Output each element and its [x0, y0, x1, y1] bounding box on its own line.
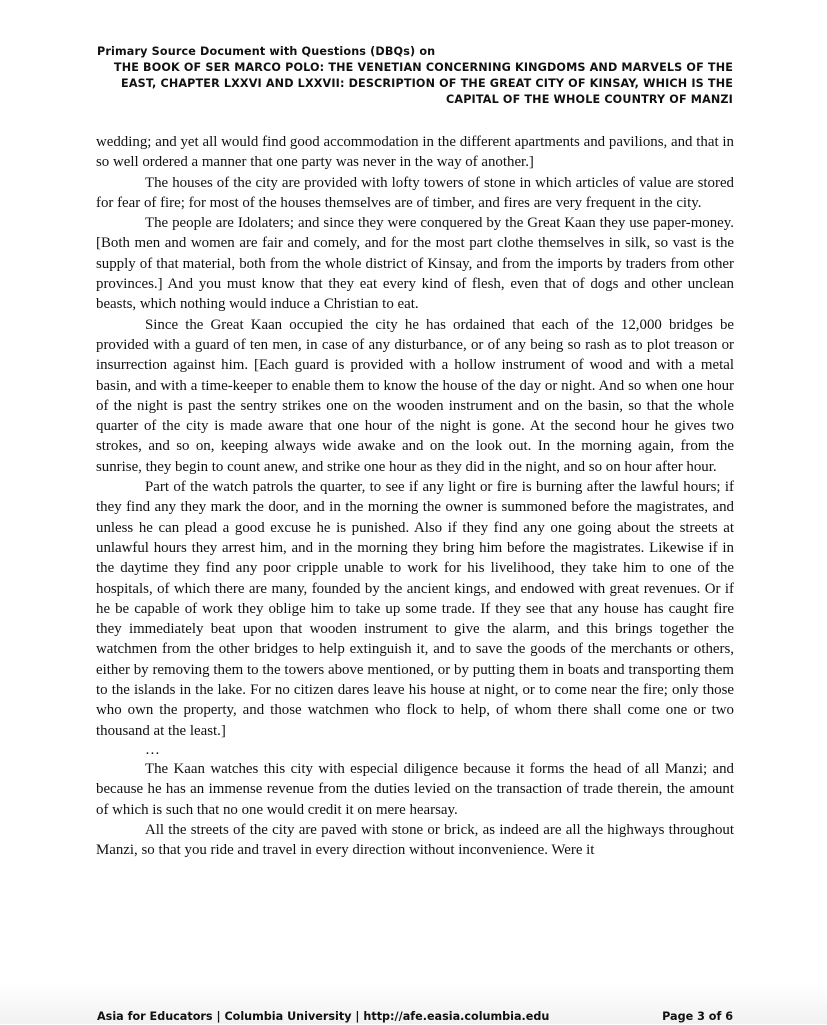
page-footer	[97, 1009, 733, 1025]
paragraph: The Kaan watches this city with especial diligence because it forms the head of all Manzi; and because he has an immense revenue from the duties levied on the transaction of trade therein, the amount of which is such that no one would credit it on mere hearsay.	[96, 760, 734, 818]
document-title-line: EAST, CHAPTER LXXVI AND LXXVII: DESCRIPTION OF THE GREAT CITY OF KINSAY, WHICH IS THE	[121, 77, 733, 90]
paragraph: Since the Great Kaan occupied the city he has ordained that each of the 12,000 bridges be provided with a guard of ten men, in case of any disturbance, or of any being so rash as to plot treason or insurrection against him. [Each guard is provided with a hollow instrument of wood and with a metal basin, and with a time-keeper to enable them to know the house of the day or night. And so when one hour of the night is past the sentry strikes one on the wooden instrument and on the basin, so that the whole quarter of the city is made aware that one hour of the night is gone. At the second hour he gives two strokes, and so on, keeping always wide awake and on the look out. In the morning again, from the sunrise, they begin to count anew, and strike one hour as they did in the night, and so on hour after hour.	[96, 316, 734, 475]
omission-ellipsis: …	[145, 741, 160, 758]
page-number: Page 3 of 6	[662, 1010, 733, 1023]
footer-source: Asia for Educators | Columbia University | http://afe.easia.columbia.edu	[97, 1010, 550, 1023]
document-title-line: CAPITAL OF THE WHOLE COUNTRY OF MANZI	[446, 93, 733, 106]
document-title	[97, 60, 733, 108]
document-body	[96, 132, 734, 860]
paragraph: The houses of the city are provided with lofty towers of stone in which articles of value are stored for fear of fire; for most of the houses themselves are of timber, and fires are very frequent in the city.	[96, 174, 734, 211]
document-type-label: Primary Source Document with Questions (DBQs) on	[97, 45, 436, 58]
paragraph: All the streets of the city are paved with stone or brick, as indeed are all the highways throughout Manzi, so that you ride and travel in every direction without inconvenience. Were it	[96, 821, 734, 859]
page-header	[97, 44, 733, 108]
paragraph: The people are Idolaters; and since they were conquered by the Great Kaan they use paper-money. [Both men and women are fair and comely, and for the most part clothe themselves in silk, so vast is the supply of that material, both from the whole district of Kinsay, and from the imports by traders from other provinces.] And you must know that they eat every kind of flesh, even that of dogs and other unclean beasts, which nothing would induce a Christian to eat.	[96, 215, 734, 313]
document-title-line: THE BOOK OF SER MARCO POLO: THE VENETIAN CONCERNING KINGDOMS AND MARVELS OF THE	[113, 61, 733, 74]
paragraph: Part of the watch patrols the quarter, to see if any light or fire is burning after the lawful hours; if they find any they mark the door, and in the morning the owner is summoned before the magistrates, and unless he can plead a good excuse he is punished. Also if they find any one going about the streets at unlawful hours they arrest him, and in the morning they bring him before the magistrates. Likewise if in the daytime they find any poor cripple unable to work for his livelihood, they take him to one of the hospitals, of which there are many, founded by the ancient kings, and endowed with great revenues. Or if he be capable of work they oblige him to take up some trade. If they see that any house has caught fire they immediately beat upon that wooden instrument to give the alarm, and this brings together the watchmen from the other bridges to help extinguish it, and to save the goods of the merchants or others, either by removing them to the towers above mentioned, or by putting them in boats and transporting them to the islands in the lake. For no citizen dares leave his house at night, or to come near the fire; only those who own the property, and those watchmen who flock to help, of whom there shall come one or two thousand at the least.]	[96, 479, 734, 739]
paragraph: wedding; and yet all would find good accommodation in the different apartments and pavilions, and that in so well ordered a manner that one party was never in the way of another.]	[96, 134, 734, 171]
